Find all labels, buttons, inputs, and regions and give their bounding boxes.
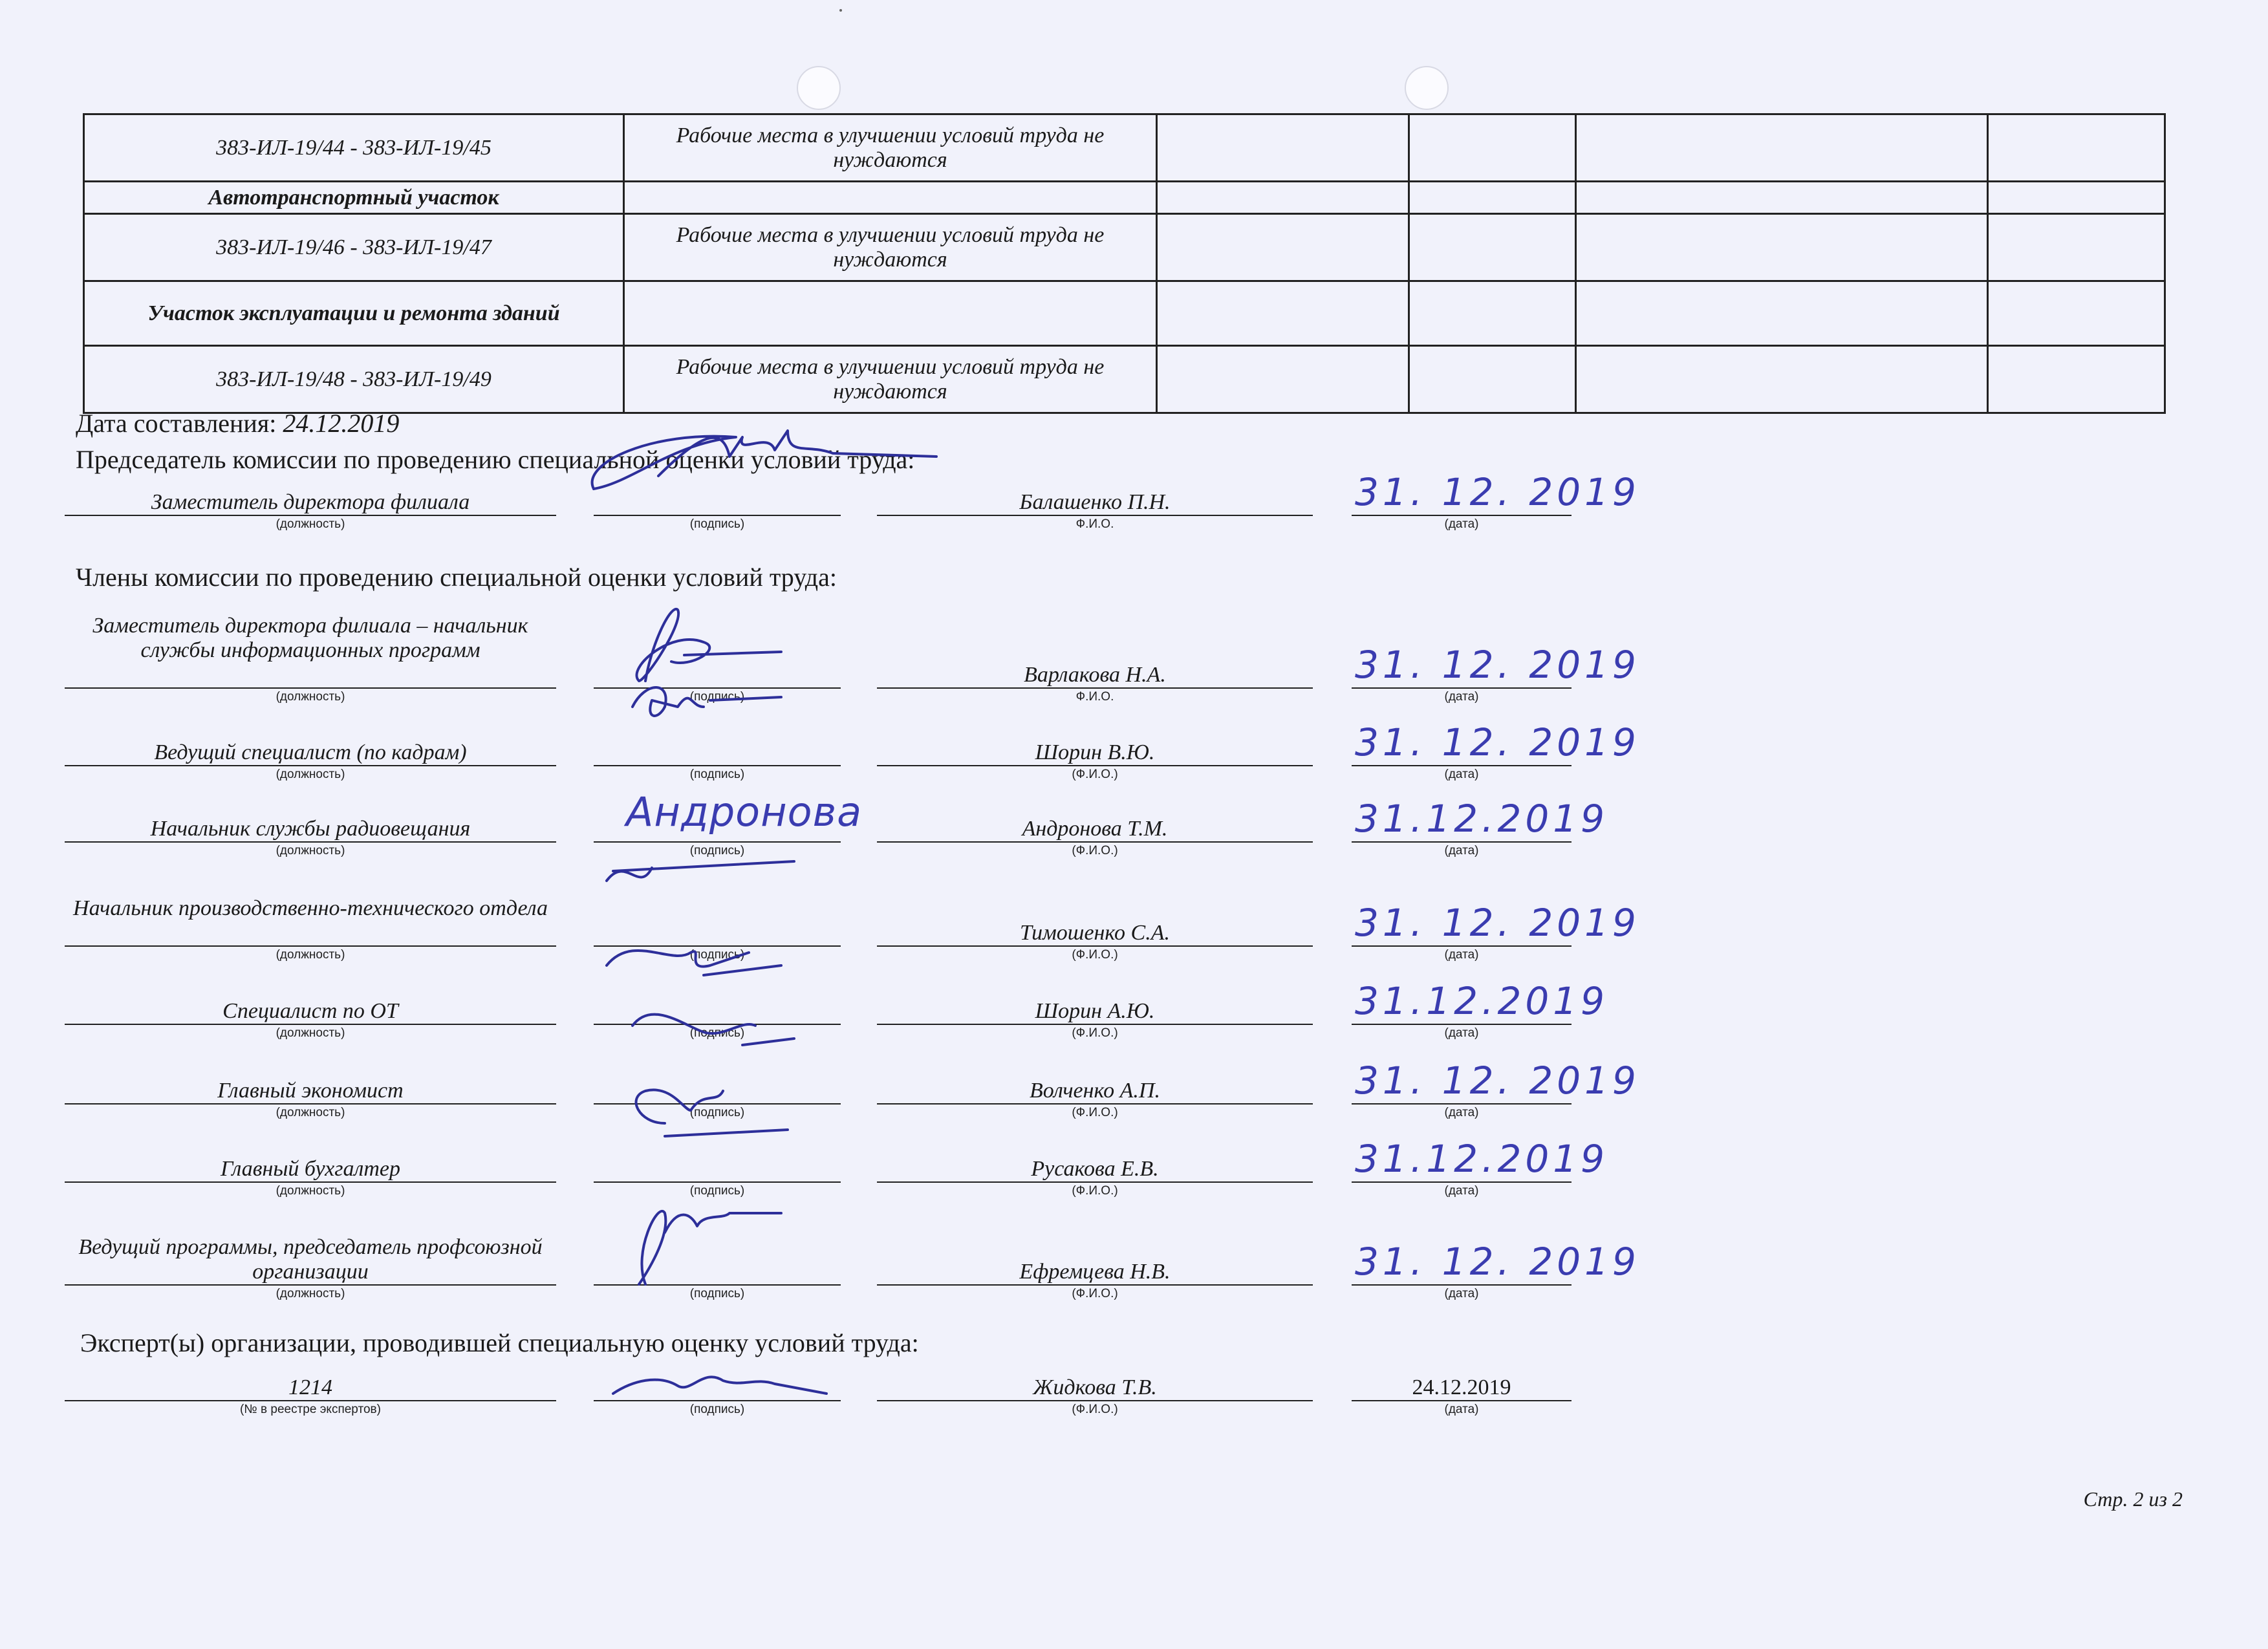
signature-line [594, 841, 841, 843]
name-caption: (Ф.И.О.) [1072, 1026, 1118, 1040]
date-value: 24.12.2019 [1412, 1375, 1511, 1399]
member-position: Ведущий программы, председатель профсоюзной организации [78, 1235, 543, 1284]
name-caption: Ф.И.О. [1075, 517, 1114, 531]
compile-date-value: 24.12.2019 [283, 409, 400, 438]
position-caption: (должность) [275, 1106, 345, 1119]
empty-cell [1988, 281, 2165, 346]
empty-cell [1157, 182, 1409, 214]
empty-cell [1988, 346, 2165, 413]
empty-cell [1988, 182, 2165, 214]
position-caption: (должность) [275, 948, 345, 962]
signature-handwritten: Андронова [626, 788, 863, 835]
position-caption: (должность) [275, 517, 345, 531]
empty-cell [1988, 214, 2165, 281]
empty-cell [1576, 346, 1988, 413]
signature-scribble [574, 1187, 962, 1297]
member-position: Главный бухгалтер [220, 1157, 401, 1181]
date-line [1352, 687, 1571, 689]
position-line [65, 1024, 556, 1025]
scan-speck [839, 9, 842, 12]
table-row [84, 182, 2165, 214]
signature-scribble [574, 418, 962, 528]
workplace-id-cell: 383-ИЛ-19/44 - 383-ИЛ-19/45 [84, 114, 624, 182]
name-caption: (Ф.И.О.) [1072, 1184, 1118, 1198]
signature-caption: (подпись) [689, 1026, 745, 1040]
recommendation-cell: Рабочие места в улучшении условий труда не нуждаются [624, 114, 1157, 182]
position-line [65, 1400, 556, 1401]
signature-scribble [574, 668, 962, 778]
position-caption: (должность) [275, 1287, 345, 1300]
position-caption: (должность) [275, 1026, 345, 1040]
empty-cell [1157, 114, 1409, 182]
empty-cell [1157, 346, 1409, 413]
person-name: Шорин В.Ю. [1035, 740, 1155, 764]
position-line [65, 1103, 556, 1105]
punch-hole-right [1405, 66, 1449, 110]
date-caption: (дата) [1444, 517, 1479, 531]
handwritten-date: 31. 12. 2019 [1355, 901, 1640, 945]
date-line [1352, 1103, 1571, 1105]
date-caption: (дата) [1444, 1106, 1479, 1119]
date-caption: (дата) [1444, 1287, 1479, 1300]
handwritten-date: 31.12.2019 [1355, 1137, 1609, 1181]
member-position: Специалист по ОТ [222, 999, 398, 1023]
date-caption: (дата) [1444, 948, 1479, 962]
position-line [65, 1284, 556, 1286]
handwritten-date: 31. 12. 2019 [1355, 1059, 1640, 1103]
name-caption: (Ф.И.О.) [1072, 768, 1118, 781]
signature-caption: (подпись) [689, 844, 745, 857]
workplace-id-cell: Участок эксплуатации и ремонта зданий [84, 281, 624, 346]
recommendation-cell [624, 281, 1157, 346]
signature-caption: (подпись) [689, 690, 745, 704]
signature-caption: (подпись) [689, 1106, 745, 1119]
signature-scribble [574, 1303, 962, 1413]
position-line [65, 945, 556, 947]
name-caption: Ф.И.О. [1075, 690, 1114, 704]
date-line [1352, 841, 1571, 843]
position-line [65, 765, 556, 766]
person-name: Ефремцева Н.В. [1019, 1260, 1171, 1284]
chairman-heading: Председатель комиссии по проведению специальной оценки условий труда: [76, 445, 915, 474]
name-caption: (Ф.И.О.) [1072, 844, 1118, 857]
handwritten-date: 31. 12. 2019 [1355, 720, 1640, 764]
handwritten-date: 31. 12. 2019 [1355, 643, 1640, 687]
person-name: Балашенко П.Н. [1019, 490, 1171, 514]
handwritten-date: 31.12.2019 [1355, 797, 1609, 841]
date-caption: (дата) [1444, 1026, 1479, 1040]
member-position: Ведущий специалист (по кадрам) [154, 740, 467, 764]
position-caption: (№ в реестре экспертов) [240, 1403, 381, 1416]
workplace-id-cell: 383-ИЛ-19/48 - 383-ИЛ-19/49 [84, 346, 624, 413]
person-name: Волченко А.П. [1030, 1079, 1160, 1103]
person-name: Шорин А.Ю. [1035, 999, 1155, 1023]
handwritten-date: 31. 12. 2019 [1355, 1240, 1640, 1284]
empty-cell [1409, 281, 1576, 346]
workplace-id-cell: Автотранспортный участок [84, 182, 624, 214]
table-row [84, 214, 2165, 281]
date-caption: (дата) [1444, 844, 1479, 857]
date-line [1352, 1181, 1571, 1183]
date-caption: (дата) [1444, 690, 1479, 704]
empty-cell [1576, 114, 1988, 182]
date-line [1352, 1284, 1571, 1286]
handwritten-date: 31.12.2019 [1355, 979, 1609, 1023]
name-caption: (Ф.И.О.) [1072, 1287, 1118, 1300]
empty-cell [1576, 281, 1988, 346]
position-caption: (должность) [275, 768, 345, 781]
position-line [65, 841, 556, 843]
position-caption: (должность) [275, 844, 345, 857]
position-line [65, 1181, 556, 1183]
recommendation-cell [624, 182, 1157, 214]
expert-heading: Эксперт(ы) организации, проводившей специальную оценку условий труда: [80, 1328, 919, 1357]
expert-registry-number: 1214 [288, 1375, 332, 1399]
person-name: Андронова Т.М. [1022, 817, 1168, 841]
empty-cell [1576, 214, 1988, 281]
signature-scribble [574, 1084, 962, 1194]
date-line [1352, 1024, 1571, 1025]
person-name: Варлакова Н.А. [1024, 663, 1166, 687]
signature-caption: (подпись) [689, 1403, 745, 1416]
member-position: Начальник производственно-технического отдела [73, 896, 548, 920]
empty-cell [1409, 182, 1576, 214]
workplace-table [83, 113, 2166, 414]
workplace-id-cell: 383-ИЛ-19/46 - 383-ИЛ-19/47 [84, 214, 624, 281]
empty-cell [1409, 114, 1576, 182]
date-line [1352, 1400, 1571, 1401]
members-heading: Члены комиссии по проведению специальной оценки условий труда: [76, 563, 837, 592]
date-line [1352, 765, 1571, 766]
recommendation-cell: Рабочие места в улучшении условий труда не нуждаются [624, 214, 1157, 281]
name-caption: (Ф.И.О.) [1072, 1403, 1118, 1416]
table-row [84, 114, 2165, 182]
chairman-position: Заместитель директора филиала [151, 490, 470, 514]
date-line [1352, 945, 1571, 947]
member-position: Заместитель директора филиала – начальник службы информационных программ [92, 614, 528, 662]
member-position: Главный экономист [217, 1079, 404, 1103]
compile-date-label: Дата составления: [76, 409, 277, 438]
signature-caption: (подпись) [689, 1184, 745, 1198]
position-line [65, 687, 556, 689]
position-caption: (должность) [275, 690, 345, 704]
name-caption: (Ф.И.О.) [1072, 1106, 1118, 1119]
compile-date-line [76, 409, 399, 438]
person-name: Жидкова Т.В. [1033, 1375, 1157, 1399]
empty-cell [1157, 281, 1409, 346]
date-caption: (дата) [1444, 768, 1479, 781]
date-line [1352, 515, 1571, 516]
page-number: Стр. 2 из 2 [2083, 1487, 2183, 1511]
empty-cell [1988, 114, 2165, 182]
date-caption: (дата) [1444, 1403, 1479, 1416]
name-caption: (Ф.И.О.) [1072, 948, 1118, 962]
position-line [65, 515, 556, 516]
handwritten-date: 31. 12. 2019 [1355, 470, 1640, 514]
position-caption: (должность) [275, 1184, 345, 1198]
recommendation-cell: Рабочие места в улучшении условий труда не нуждаются [624, 346, 1157, 413]
signature-caption: (подпись) [689, 768, 745, 781]
person-name: Русакова Е.В. [1031, 1157, 1159, 1181]
empty-cell [1576, 182, 1988, 214]
name-line [877, 841, 1313, 843]
signature-caption: (подпись) [689, 517, 745, 531]
person-name: Тимошенко С.А. [1020, 921, 1170, 945]
table-row [84, 281, 2165, 346]
date-caption: (дата) [1444, 1184, 1479, 1198]
signature-caption: (подпись) [689, 1287, 745, 1300]
table-row [84, 346, 2165, 413]
empty-cell [1157, 214, 1409, 281]
empty-cell [1409, 346, 1576, 413]
punch-hole-left [797, 66, 841, 110]
empty-cell [1409, 214, 1576, 281]
signature-caption: (подпись) [689, 948, 745, 962]
member-position: Начальник службы радиовещания [150, 817, 471, 841]
